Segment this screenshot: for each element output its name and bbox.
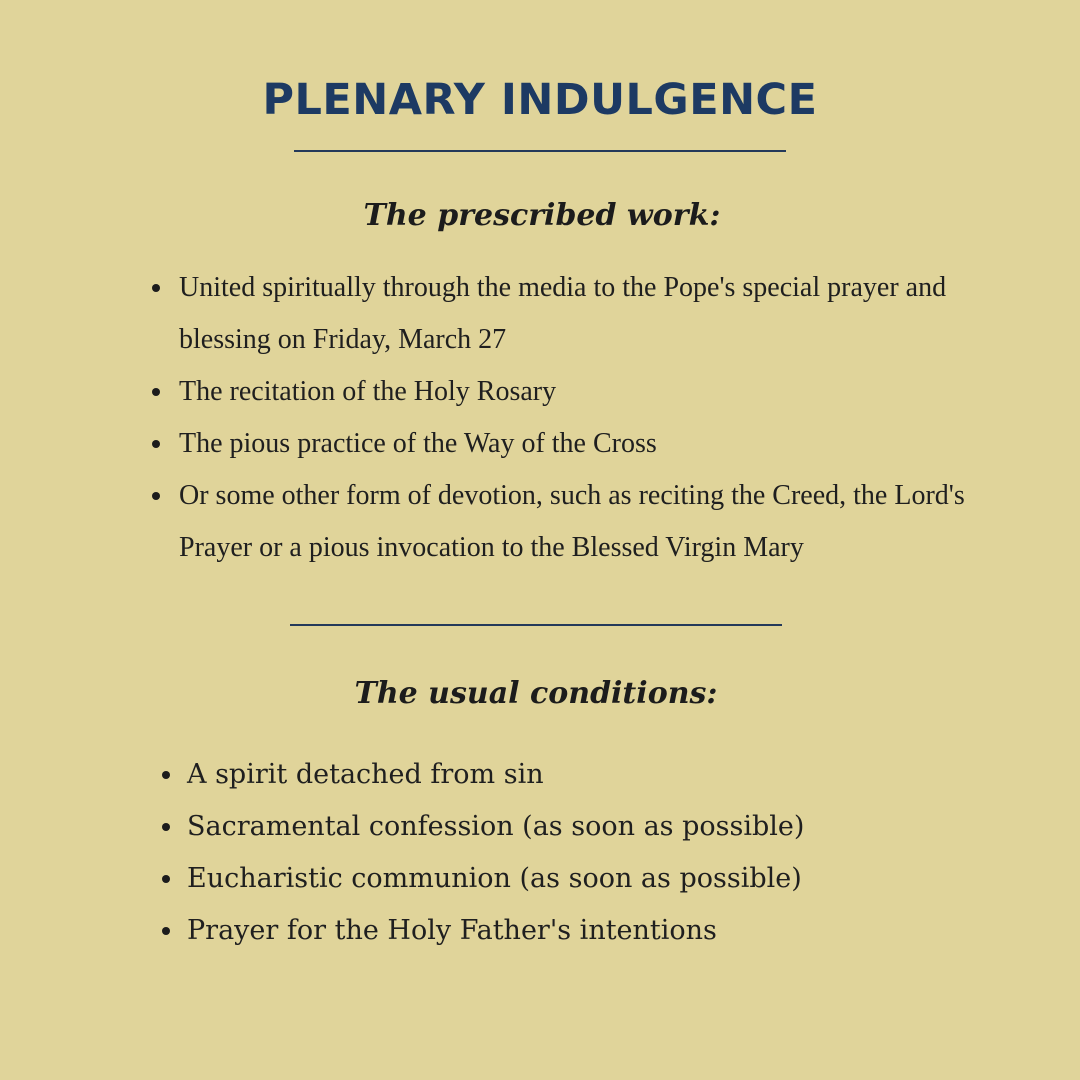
bullet-icon	[152, 388, 160, 396]
list-item-text: Or some other form of devotion, such as reciting the Creed, the Lord's Prayer or a pious invocation to the Blessed Virgin Mary	[179, 480, 965, 563]
list-item	[179, 418, 969, 470]
list-item	[179, 470, 969, 574]
list-item-text: Eucharistic communion (as soon as possible)	[187, 863, 802, 894]
bullet-icon	[152, 492, 160, 500]
list-item	[179, 262, 969, 366]
list-item-text: The recitation of the Holy Rosary	[179, 376, 557, 407]
bullet-icon	[152, 284, 160, 292]
bullet-icon	[162, 771, 170, 779]
usual-conditions-list	[187, 749, 947, 957]
list-item-text: The pious practice of the Way of the Cross	[179, 428, 657, 459]
list-item	[187, 905, 947, 957]
usual-conditions-heading: The usual conditions:	[354, 676, 718, 711]
bullet-icon	[162, 927, 170, 935]
bullet-icon	[162, 823, 170, 831]
list-item	[179, 366, 969, 418]
title-divider	[294, 150, 786, 152]
page-title: PLENARY INDULGENCE	[262, 75, 818, 125]
list-item-text: A spirit detached from sin	[187, 759, 544, 790]
list-item	[187, 749, 947, 801]
list-item	[187, 853, 947, 905]
list-item-text: United spiritually through the media to the Pope's special prayer and blessing on Friday, March 27	[179, 272, 947, 355]
bullet-icon	[152, 440, 160, 448]
list-item-text: Sacramental confession (as soon as possible)	[187, 811, 805, 842]
prescribed-work-list	[179, 262, 969, 574]
section-divider	[290, 624, 782, 626]
bullet-icon	[162, 875, 170, 883]
list-item	[187, 801, 947, 853]
prescribed-work-heading: The prescribed work:	[363, 198, 721, 233]
list-item-text: Prayer for the Holy Father's intentions	[187, 915, 717, 946]
